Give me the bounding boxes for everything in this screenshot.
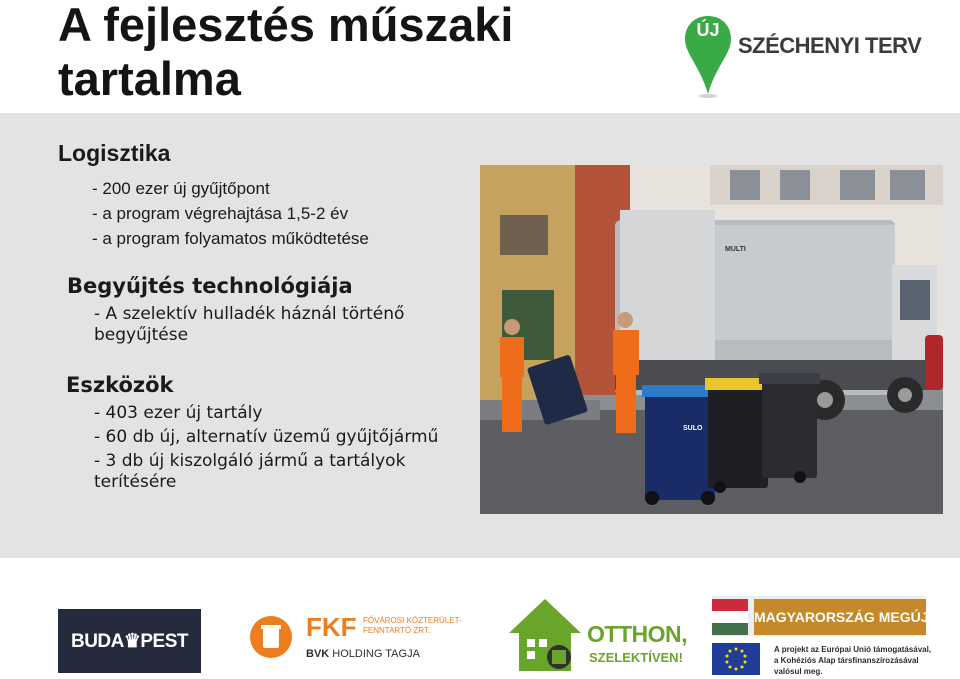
- bin-label: SULO: [683, 425, 703, 432]
- page-title: A fejlesztés műszaki tartalma: [58, 0, 514, 105]
- eu-flag-icon: [712, 643, 760, 675]
- list-begyujtes: [94, 304, 474, 349]
- list-item: - A szelektív hulladék háznál történő begyűjtése: [94, 304, 405, 345]
- truck-badge: MULTI: [725, 246, 746, 253]
- bvk-rest: HOLDING TAGJA: [332, 648, 420, 660]
- heading-eszkozok: Eszközök: [66, 373, 174, 397]
- fkf-bin-icon: [250, 616, 292, 658]
- list-item: - 3 db új kiszolgáló jármű a tartályok terítésére: [94, 451, 406, 492]
- budapest-logo: [58, 609, 201, 673]
- garbage-truck-photo: [480, 165, 943, 514]
- otthon-szelektiven-logo: [505, 595, 687, 675]
- heading-begyujtes: Begyűjtés technológiája: [67, 274, 353, 298]
- fkf-subtitle: FŐVÁROSI KÖZTERÜLET-FENNTARTÓ ZRT.: [363, 616, 462, 635]
- otthon-line1: OTTHON,: [587, 621, 687, 647]
- text-column: [0, 113, 480, 558]
- list-item: - 60 db új, alternatív üzemű gyűjtőjármű: [94, 427, 439, 447]
- list-item: - 200 ezer új gyűjtőpont: [92, 179, 270, 198]
- list-item: - a program végrehajtása 1,5-2 év: [92, 204, 349, 223]
- eu-funding-text: A projekt az Európai Unió támogatásával, a Kohéziós Alap társfinanszírozásával valósul meg.: [774, 645, 932, 676]
- otthon-line2: SZELEKTÍVEN!: [589, 650, 683, 665]
- list-eszkozok: [94, 403, 479, 496]
- magyarorszag-megujul-logo: [712, 596, 948, 676]
- szechenyi-terv-logo: [683, 14, 933, 100]
- list-item: - a program folyamatos működtetése: [92, 229, 369, 248]
- fkf-logo: [250, 610, 470, 670]
- bvk-holding-text: [306, 648, 420, 660]
- house-bin-icon: [505, 595, 585, 675]
- budapest-logo-text: BUDA♛PEST: [70, 630, 189, 652]
- mo-title: MAGYARORSZÁG MEGÚJUL: [754, 599, 926, 635]
- heading-logistika: Logisztika: [58, 140, 171, 166]
- bvk-bold: BVK: [306, 648, 330, 660]
- brand-text: SZÉCHENYI TERV: [738, 33, 922, 58]
- pin-label: ÚJ: [696, 20, 720, 40]
- list-item: - 403 ezer új tartály: [94, 403, 263, 423]
- hungarian-flag-icon: [712, 599, 748, 635]
- content-band: [0, 113, 960, 558]
- list-logistika: [92, 176, 369, 251]
- fkf-text: FKF: [306, 612, 357, 642]
